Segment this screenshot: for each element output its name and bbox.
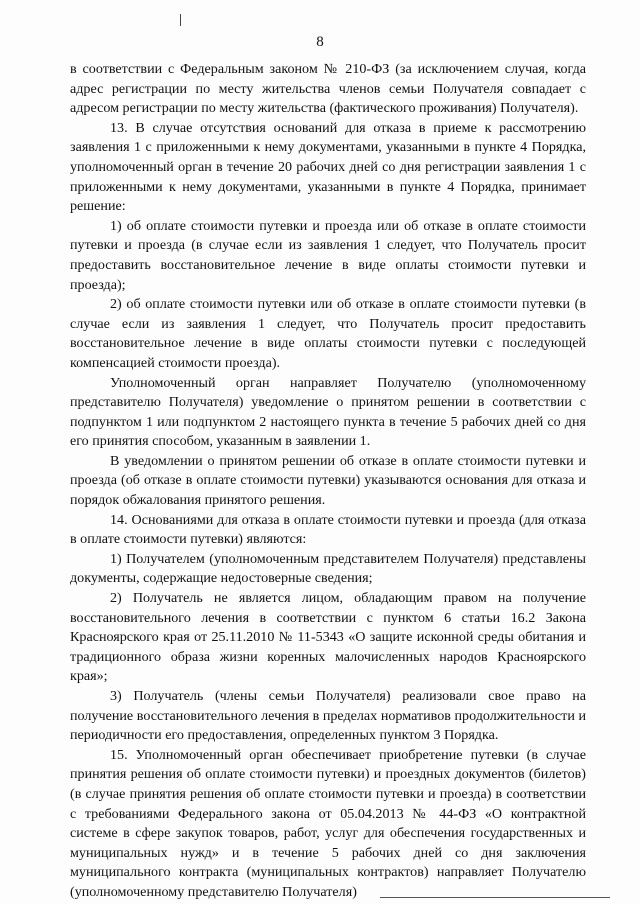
document-body xyxy=(70,60,586,903)
paragraph-refusal-notice: В уведомлении о принятом решении об отказе в оплате стоимости путевки и проезда (об отказе в оплате стоимости путевки) указываются основания для отказа и порядок обжалования принятого решения. xyxy=(70,452,586,509)
paragraph-14-subitem-1: 1) Получателем (уполномоченным представителем Получателя) представлены документы, содержащие недостоверные сведения; xyxy=(70,550,586,587)
page-number: 8 xyxy=(316,34,324,50)
paragraph-continuation: в соответствии с Федеральным законом № 210-ФЗ (за исключением случая, когда адрес регистрации по месту жительства членов семьи Получателя совпадает с адресом регистрации по месту жительства (фактического проживания) Получателя). xyxy=(70,61,586,117)
scan-artifact-mark xyxy=(180,14,181,26)
paragraph-14-subitem-2: 2) Получатель не является лицом, обладающим правом на получение восстановительного лечения в соответствии с пунктом 6 статьи 16.2 Закона Красноярского края от 25.11.2010 № 11-5343 «О защите исконной среды обитания и традиционного образа жизни коренных малочисленных народов Красноярского края»; xyxy=(70,590,586,685)
paragraph-notification: Уполномоченный орган направляет Получателю (уполномоченному представителю Получателя) уведомление о принятом решении в соответствии с подпунктом 1 или подпунктом 2 настоящего пункта в течение 5 рабочих дней со дня его принятия способом, указанным в заявлении 1. xyxy=(70,374,586,450)
paragraph-14-subitem-3: 3) Получатель (члены семьи Получателя) реализовали свое право на получение восстановительного лечения в пределах нормативов продолжительности и периодичности его предоставления, определенных пунктом 3 Порядка. xyxy=(70,688,586,744)
paragraph-13-subitem-1: 1) об оплате стоимости путевки и проезда или об отказе в оплате стоимости путевки и проезда (в случае если из заявления 1 следует, что Получатель просит предоставить восстановительное лечение в виде оплаты стоимости путевки и проезда); xyxy=(70,217,586,293)
paragraph-13-subitem-2: 2) об оплате стоимости путевки или об отказе в оплате стоимости путевки (в случае если из заявления 1 следует, что Получатель просит предоставить восстановительное лечение в виде оплаты стоимости путевки с последующей компенсацией стоимости проезда). xyxy=(70,296,586,371)
scan-artifact-line xyxy=(380,897,610,898)
paragraph-item-15: 15. Уполномоченный орган обеспечивает приобретение путевки (в случае принятия решения об оплате стоимости путевки) и проездных документов (билетов) (в случае принятия решения об оплате стоимости путевки и проезда) в соответствии с требованиями Федерального закона от 05.04.2013 № 44-ФЗ «О контрактной системе в сфере закупок товаров, работ, услуг для обеспечения государственных и муниципальных нужд» и в течение 5 рабочих дней со дня заключения муниципального контракта (муниципальных контрактов) направляет Получателю (уполномоченному представителю Получателя) xyxy=(70,746,586,900)
paragraph-item-13: 13. В случае отсутствия оснований для отказа в приеме к рассмотрению заявления 1 с приложенными к нему документами, указанными в пункте 4 Порядка, уполномоченный орган в течение 20 рабочих дней со дня регистрации заявления 1 с приложенными к нему документами, указанными в пункте 4 Порядка, принимает решение: xyxy=(70,119,586,215)
paragraph-item-14: 14. Основаниями для отказа в оплате стоимости путевки и проезда (для отказа в оплате стоимости путевки) являются: xyxy=(70,511,586,548)
